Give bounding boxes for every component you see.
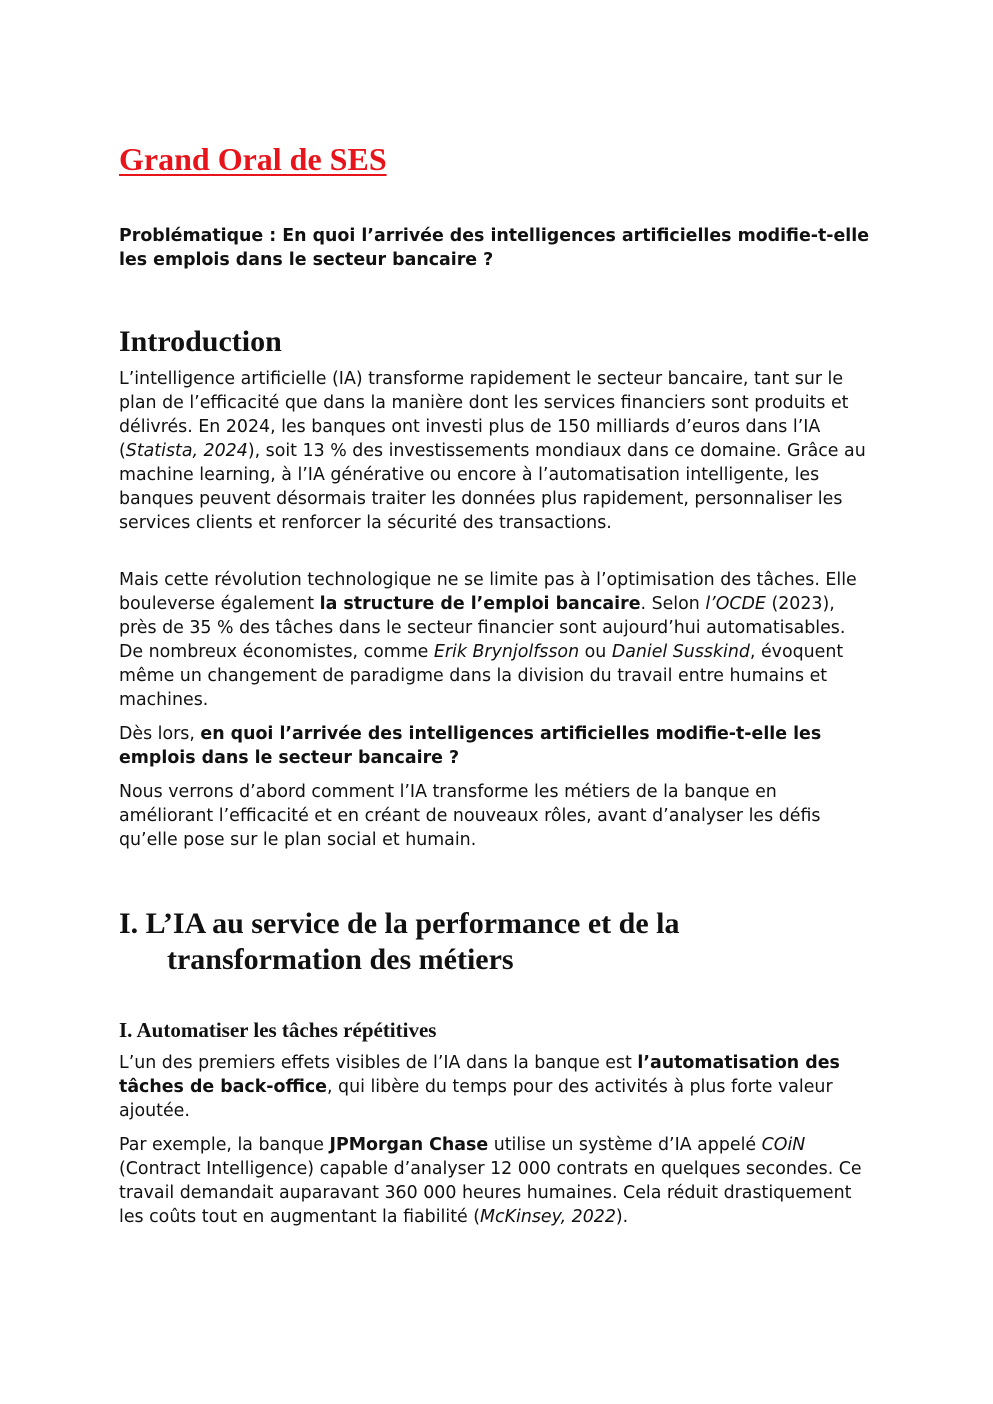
emphasis: en quoi l’arrivée des intelligences artificielles modifie-t-elle les emplois dans le secteur bancaire ? [119, 724, 822, 768]
text-run: L’un des premiers effets visibles de l’IA dans la banque est [119, 1053, 638, 1073]
economist-name: Daniel Susskind [611, 642, 750, 662]
text-run: (2023), près de 35 % des tâches dans le secteur financier sont aujourd’hui automatisables. De nombreux économistes, comme [119, 594, 846, 662]
text-run: ou [579, 642, 612, 662]
bank-name: JPMorgan Chase [329, 1135, 489, 1155]
section-1-heading [119, 906, 874, 978]
citation: Statista, 2024 [125, 441, 248, 461]
text-run: utilise un système d’IA appelé [488, 1135, 762, 1155]
text-run: , qui libère du temps pour des activités à plus forte valeur ajoutée. [119, 1077, 833, 1121]
text-run: Mais cette révolution technologique ne se limite pas à l’optimisation des tâches. Elle bouleverse également [119, 570, 857, 614]
section-1-paragraph-2 [119, 1133, 874, 1229]
section-1-paragraph-1 [119, 1051, 874, 1123]
emphasis: l’automatisation des tâches de back-office [119, 1053, 840, 1097]
system-name: COiN [761, 1135, 806, 1155]
intro-paragraph-1 [119, 367, 874, 535]
citation: l’OCDE [705, 594, 766, 614]
intro-paragraph-2 [119, 568, 874, 712]
citation: McKinsey, 2022 [480, 1207, 616, 1227]
text-run: ), soit 13 % des investissements mondiaux dans ce domaine. Grâce au machine learning, à l’IA générative ou encore à l’automatisation intelligente, les banques peuvent désormais traiter les données plus rapidement, personnaliser les services clients et renforcer la sécurité des transactions. [119, 441, 866, 533]
text-run: (Contract Intelligence) capable d’analyser 12 000 contrats en quelques secondes. Ce travail demandait auparavant 360 000 heures humaines. Cela réduit drastiquement les coûts tout en augmentant la fiabilité ( [119, 1159, 862, 1227]
economist-name: Erik Brynjolfsson [433, 642, 580, 662]
heading-line-1: I. L’IA au service de la performance et de la [119, 907, 680, 940]
intro-paragraph-4: Nous verrons d’abord comment l’IA transforme les métiers de la banque en améliorant l’efficacité et en créant de nouveaux rôles, avant d’analyser les défis qu’elle pose sur le plan social et humain. [119, 782, 821, 850]
page-title: Grand Oral de SES [119, 141, 387, 177]
text-run: Par exemple, la banque [119, 1135, 330, 1155]
problematique: Problématique : En quoi l’arrivée des intelligences artificielles modifie-t-elle les emplois dans le secteur bancaire ? [119, 226, 869, 270]
text-run: , évoquent même un changement de paradigme dans la division du travail entre humains et machines. [119, 642, 844, 710]
emphasis: la structure de l’emploi bancaire [319, 594, 641, 614]
text-run: L’intelligence artificielle (IA) transforme rapidement le secteur bancaire, tant sur le plan de l’efficacité que dans la manière dont les services financiers sont produits et délivrés. En 2024, les banques ont investi plus de 150 milliards d’euros dans l’IA ( [119, 369, 849, 461]
text-run: . Selon [640, 594, 706, 614]
introduction-heading: Introduction [119, 325, 282, 358]
text-run: Dès lors, [119, 724, 201, 744]
heading-line-2: transformation des métiers [167, 943, 514, 976]
text-run: ). [615, 1207, 629, 1227]
subsection-1-heading: I. Automatiser les tâches répétitives [119, 1018, 437, 1042]
intro-paragraph-3 [119, 722, 874, 770]
